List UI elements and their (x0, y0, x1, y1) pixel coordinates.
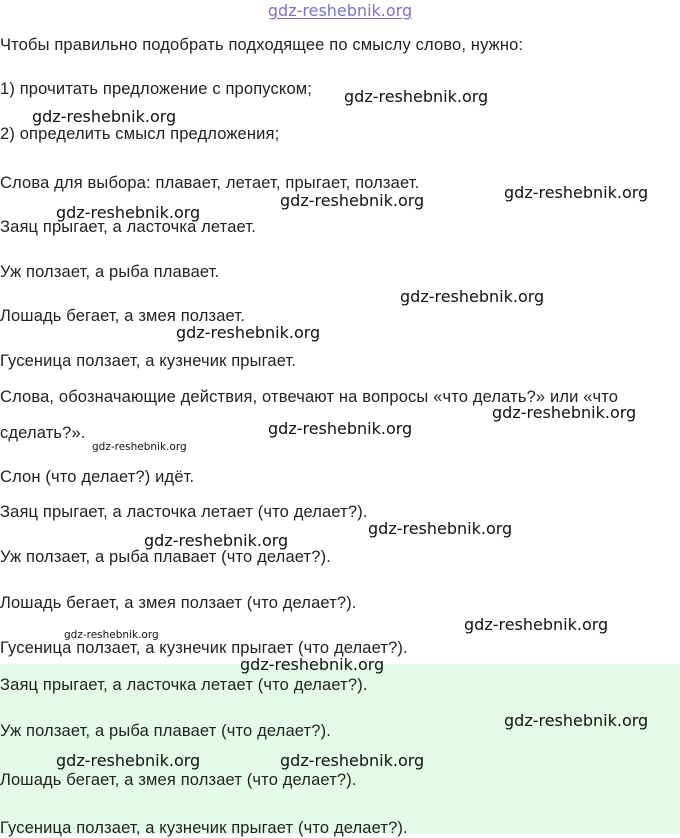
intro-step-1: 1) прочитать предложение с пропуском; (0, 80, 313, 98)
watermark: gdz-reshebnik.org (268, 419, 413, 438)
watermark: gdz-reshebnik.org (176, 323, 321, 342)
watermark: gdz-reshebnik.org (32, 107, 177, 126)
intro-heading: Чтобы правильно подобрать подходящее по смыслу слово, нужно: (0, 36, 524, 54)
watermark: gdz-reshebnik.org (144, 531, 289, 550)
watermark: gdz-reshebnik.org (464, 615, 609, 634)
answer-sentence-3: Лошадь бегает, а змея ползает (что делает?). (0, 771, 357, 789)
exercise2-sentence-2: Уж ползает, а рыба плавает (что делает?). (0, 548, 331, 566)
rule-line-2: сделать?». (0, 424, 86, 442)
answer-sentence-1: Заяц прыгает, а ласточка летает (что делает?). (0, 676, 368, 694)
watermark: gdz-reshebnik.org (344, 87, 489, 106)
watermark: gdz-reshebnik.org (92, 441, 187, 453)
words-to-choose: Слова для выбора: плавает, летает, прыгает, ползает. (0, 174, 420, 192)
exercise2-sentence-1: Заяц прыгает, а ласточка летает (что делает?). (0, 503, 368, 521)
watermark: gdz-reshebnik.org (492, 403, 637, 422)
watermark: gdz-reshebnik.org (368, 519, 513, 538)
watermark: gdz-reshebnik.org (56, 751, 201, 770)
exercise1-sentence-2: Уж ползает, а рыба плавает. (0, 263, 220, 281)
rule-line-1: Слова, обозначающие действия, отвечают на вопросы «что делать?» или «что (0, 388, 619, 406)
watermark: gdz-reshebnik.org (64, 629, 159, 641)
exercise1-sentence-1: Заяц прыгает, а ласточка летает. (0, 218, 256, 236)
intro-step-2: 2) определить смысл предложения; (0, 125, 280, 143)
exercise1-sentence-4: Гусеница ползает, а кузнечик прыгает. (0, 352, 297, 370)
answer-sentence-2: Уж ползает, а рыба плавает (что делает?). (0, 722, 331, 740)
exercise2-sentence-4: Гусеница ползает, а кузнечик прыгает (что делает?). (0, 639, 408, 657)
watermark: gdz-reshebnik.org (280, 751, 425, 770)
watermark: gdz-reshebnik.org (504, 183, 649, 202)
watermark: gdz-reshebnik.org (240, 655, 385, 674)
example-sentence: Слон (что делает?) идёт. (0, 468, 195, 486)
exercise1-sentence-3: Лошадь бегает, а змея ползает. (0, 307, 245, 325)
answer-sentence-4: Гусеница ползает, а кузнечик прыгает (что делает?). (0, 819, 408, 837)
exercise2-sentence-3: Лошадь бегает, а змея ползает (что делает?). (0, 594, 357, 612)
watermark: gdz-reshebnik.org (400, 287, 545, 306)
site-watermark-link[interactable]: gdz-reshebnik.org (267, 1, 413, 20)
watermark: gdz-reshebnik.org (504, 711, 649, 730)
watermark: gdz-reshebnik.org (56, 203, 201, 222)
watermark: gdz-reshebnik.org (280, 191, 425, 210)
